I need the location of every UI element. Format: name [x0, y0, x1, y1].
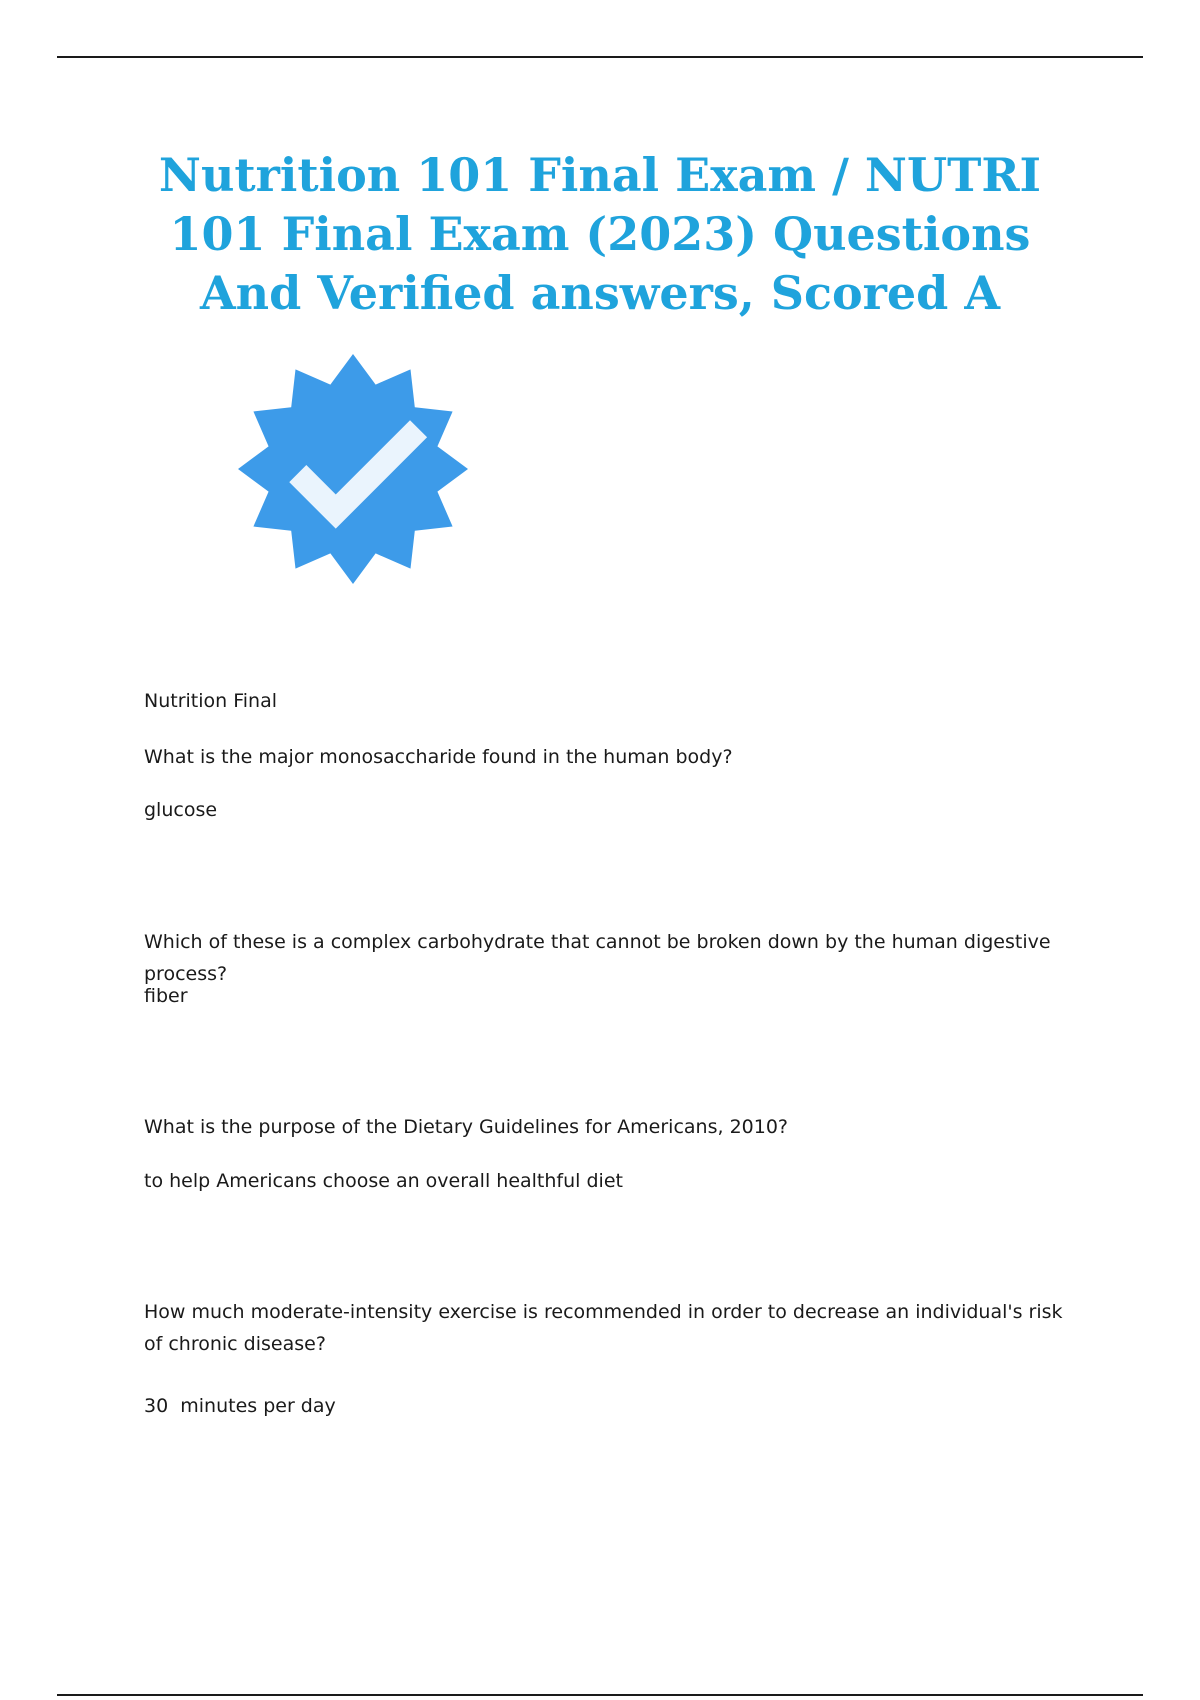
top-rule — [57, 56, 1143, 58]
answer-3: to help Americans choose an overall healthful diet — [144, 1170, 623, 1192]
answer-2: fiber — [144, 985, 188, 1007]
verified-check-badge-icon — [238, 354, 468, 584]
question-3: What is the purpose of the Dietary Guidelines for Americans, 2010? — [144, 1116, 789, 1138]
question-4: How much moderate-intensity exercise is recommended in order to decrease an individual's risk of chronic disease? — [144, 1301, 1063, 1355]
bottom-rule — [57, 1694, 1143, 1696]
answer-4: 30 minutes per day — [144, 1395, 336, 1417]
section-heading: Nutrition Final — [144, 690, 278, 712]
question-2: Which of these is a complex carbohydrate that cannot be broken down by the human digestive process? — [144, 931, 1051, 985]
question-1: What is the major monosaccharide found in the human body? — [144, 746, 733, 768]
document-title: Nutrition 101 Final Exam / NUTRI 101 Final Exam (2023) Questions And Verified answers, Scored A — [158, 148, 1042, 320]
badge-starburst — [238, 354, 468, 584]
answer-1: glucose — [144, 799, 218, 821]
